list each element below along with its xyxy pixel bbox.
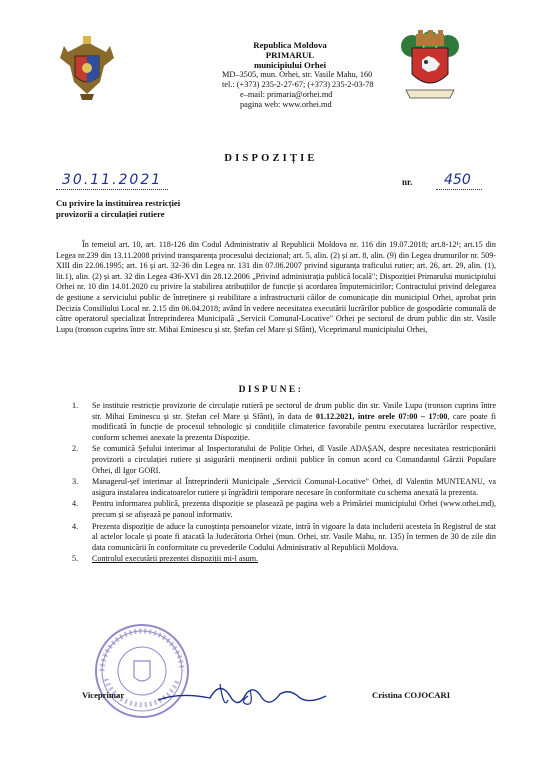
handwritten-signature-icon [150, 670, 340, 720]
list-item [70, 444, 496, 476]
restriction-date-time: 01.12.2021, între orele 07:00 – 17:00 [315, 411, 448, 421]
item-number: 4. [72, 499, 79, 509]
item-text: Pentru informarea publică, prezenta dispoziție se plasează pe pagina web a Primăriei municipiului Orhei (www.orhei.md), precum și se afișează pe panoul informativ. [92, 499, 496, 519]
document-subject [56, 198, 180, 220]
list-item [70, 522, 496, 554]
signatory-title: Viceprimar [82, 690, 125, 700]
letterhead [0, 30, 542, 122]
moldova-coat-of-arms-icon [58, 32, 116, 104]
list-item [70, 554, 496, 565]
item-number: 2. [72, 444, 79, 454]
phone: tel.: (+373) 235-2-27-67; (+373) 235-2-03-78 [222, 80, 374, 89]
dispune-heading: DISPUNE: [238, 385, 304, 395]
subject-line-2: provizorii a circulației rutiere [56, 209, 165, 219]
signatory-name: Cristina COJOCARI [372, 690, 451, 700]
item-text: Managerul-șef interimar al Întreprinderii Municipale „Servicii Comunal-Locative" Orhei, dl Valentin MUNTEANU, va asigura instalarea indicatoarelor rutiere și îngrădirii temporare necesare în conformitate cu schema anexată la prezenta. [92, 477, 496, 497]
municipality-name: municipiului Orhei [253, 60, 327, 70]
orhei-coat-of-arms-icon [398, 30, 462, 106]
website[interactable]: pagina web: www.orhei.md [240, 100, 332, 109]
number-label: nr. [402, 177, 413, 187]
item-text: Se comunică Șefului interimar al Inspectoratului de Poliție Orhei, dl Vasile ADAȘAN, despre necesitatea restricționării provizorii a circulației rutiere și asigurării menținerii ordinii publice în comun acord cu Comandantul Gărzii Populare Orhei, dl Igor GORI. [92, 444, 496, 475]
item-number: 3. [72, 477, 79, 487]
item-text: Prezenta dispoziție de aduce la cunoștința persoanelor vizate, intră în vigoare la data includerii acesteia în Registrul de stat al actelor locale și poate fi atacată la Judecătoria Orhei (mun. Orhei, str. Vasile Mahu, nr. 135) în termen de 30 de zile din data comunicării în conformitate cu prevederile Codului Administrativ al Republicii Moldova. [92, 521, 496, 552]
subject-line-1: Cu privire la instituirea restricției [56, 198, 181, 208]
number-underline [436, 189, 482, 190]
list-item [70, 401, 496, 443]
email[interactable]: e–mail: primaria@orhei.md [240, 90, 333, 99]
institution-name: PRIMARUL [265, 50, 315, 60]
legal-preamble [56, 240, 496, 335]
list-item [70, 499, 496, 520]
document-title: DISPOZIȚIE [224, 153, 318, 164]
list-item [70, 477, 496, 498]
item-text: Controlul executării prezentei dispoziții mi-l asum. [92, 554, 259, 564]
country-name: Republica Moldova [253, 40, 327, 50]
item-number: 5. [72, 554, 79, 564]
item-number: 4. [72, 521, 79, 531]
date-underline [56, 189, 168, 190]
letterhead-text [222, 40, 392, 110]
document-date: 30.11.2021 [62, 172, 163, 188]
address: MD–3505, mun. Orhei, str. Vasile Mahu, 160 [222, 70, 373, 79]
item-text: Se instituie restricție provizorie de circulație rutieră pe sectorul de drum public din str. Vasile Lupu (tronson cuprins între str. Mihai Eminescu și str. Ștefan cel Mare și Sfânt), în data de 01.12.2021, între orele 07:00 – 17:00, care poate fi modificată în funcție de procesul tehnologic și condițiile climaterice favorabile pentru executarea lucrărilor respective, conform schemei anexate la prezenta Dispoziție. [92, 401, 496, 442]
dispositions-list [70, 401, 496, 566]
preamble-paragraph: În temeiul art. 10, art. 118-126 din Codul Administrativ al Republicii Moldova nr. 116 din 19.07.2018; art.8-12¹; art.15 din Legea nr.239 din 13.11.2008 privind transparența procesului decizional; art. 5, alin. (2) și art. 8, alin. (9) din Legea drumurilor nr. 509-XIII din 22.06.1995; art. 16 și art. 32-36 din Legea nr. 131 din 07.06.2007 privind siguranța traficului rutier; art. 26, art. 29, alin. (1), lit.1), alin. (2) și art. 32 din Legea 436-XVI din 28.12.2006 „Privind administrația publică locală"; Dispoziției Primarului municipiului Orhei nr. 10 din 14.01.2020 cu privire la stabilirea atribuțiilor de funcție și acordarea împuternicirilor; Contractului privind delegarea de gestiune a serviciului public de întreținere și reabilitare a infrastructurii căilor de comunicație din municipiul Orhei, aprobat prin Decizia Consiliului Local nr. 2.15 din 06.04.2018; având în vedere necesitatea executării lucrărilor publice de gospodărie comunală de către operatorul specializat Întreprinderea Municipală „Servicii Comunal-Locative" Orhei pe sectorul de drum public din str. Vasile Lupu (tronson cuprins între str. Mihai Eminescu și str. Ștefan cel Mare și Sfânt), Viceprimarul municipiului Orhei, [56, 240, 496, 334]
document-number: 450 [444, 172, 471, 188]
date-number-line [56, 172, 496, 194]
item-number: 1. [72, 401, 79, 410]
